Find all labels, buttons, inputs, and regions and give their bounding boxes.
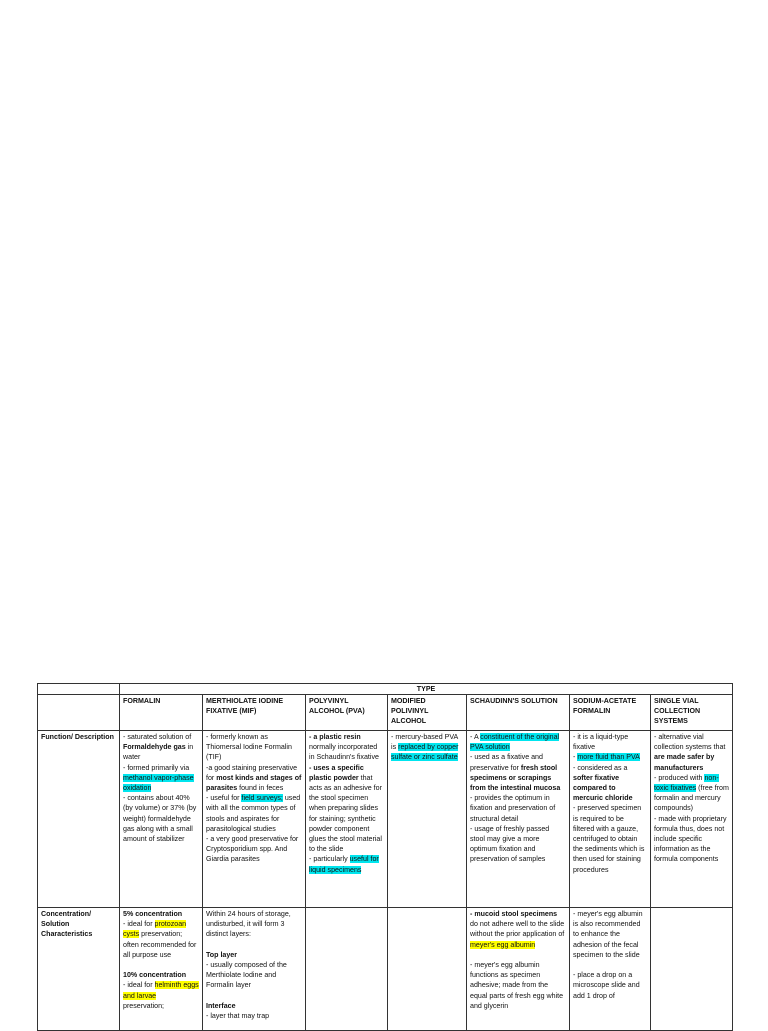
table-cell <box>388 908 467 1031</box>
table-cell <box>306 731 388 908</box>
cell-text: - uses a specific plastic powder <box>309 763 364 782</box>
row-header: Concentration/ Solution Characteristics <box>38 908 120 1031</box>
cell-paragraph <box>573 752 647 762</box>
cell-text: - a very good preservative for Cryptosporidium spp. And Giardia parasites <box>206 835 299 864</box>
table-cell <box>388 731 467 908</box>
cell-paragraph <box>206 991 302 1001</box>
cell-paragraph <box>309 732 384 763</box>
cell-text: - meyer's egg albumin is also recommended to enhance the adhesion of the fecal specimen to the slide <box>573 910 643 959</box>
cell-text: Formaldehyde gas <box>123 743 186 752</box>
fixatives-table <box>37 683 733 1031</box>
table-cell <box>651 731 733 908</box>
cell-text: - a plastic resin <box>309 733 361 741</box>
cell-text: - provides the optimum in fixation and preservation of structural detail <box>470 794 556 823</box>
cell-text: preservation; <box>123 1001 165 1010</box>
cell-paragraph <box>123 909 199 919</box>
cell-text: softer fixative compared to mercuric chloride <box>573 773 633 803</box>
cell-text: - usage of freshly passed stool may give a more optimum fixation and preservation of samples <box>470 824 550 864</box>
table-cell <box>203 731 306 908</box>
column-header: SINGLE VIAL COLLECTION SYSTEMS <box>651 695 733 731</box>
cell-text: are made safer by manufacturers <box>654 753 715 772</box>
cell-text: - ideal for <box>123 920 155 929</box>
table-cell <box>306 908 388 1031</box>
cell-paragraph <box>309 854 384 874</box>
cell-paragraph <box>206 909 302 940</box>
table-cell <box>203 908 306 1031</box>
column-header: MERTHIOLATE IODINE FIXATIVE (MIF) <box>203 695 306 731</box>
cell-paragraph <box>123 763 199 794</box>
table-row <box>38 731 733 908</box>
cell-paragraph <box>573 803 647 874</box>
cell-text: - mucoid stool specimens <box>470 910 558 918</box>
cell-text: that acts as an adhesive for the stool specimen when preparing slides for staining; synthetic powder component glues the stool material to the slide <box>309 773 382 854</box>
cell-text: - contains about 40% (by volume) or 37% (by weight) formaldehyde gas along with a small amount of stabilizer <box>123 794 197 844</box>
cell-text: used with all the common types of stools and aspirates for parasitological studies <box>206 794 301 833</box>
highlighted-text: more fluid than PVA <box>577 753 640 762</box>
column-header: POLYVINYL ALCOHOL (PVA) <box>306 695 388 731</box>
cell-text: Interface <box>206 1001 236 1010</box>
table-row <box>38 908 733 1031</box>
cell-text: - particularly <box>309 855 350 864</box>
cell-text: - mercury-based PVA is <box>391 733 458 752</box>
cell-text: - ideal for <box>123 981 155 990</box>
cell-text: - saturated solution of <box>123 733 192 741</box>
highlighted-text: helminth eggs and larvae <box>123 981 199 1000</box>
cell-text: most kinds and stages of parasites <box>206 773 302 793</box>
cell-paragraph <box>470 960 566 1011</box>
type-header-row <box>38 684 733 695</box>
table-cell <box>467 908 570 1031</box>
cell-text: - place a drop on a microscope slide and add 1 drop of <box>573 971 640 1000</box>
cell-paragraph <box>206 834 302 865</box>
cell-paragraph <box>470 752 566 793</box>
cell-text: - A <box>470 733 481 741</box>
cell-text: - formerly known as Thiomersal Iodine Formalin (TIF) <box>206 733 292 762</box>
cell-paragraph <box>206 793 302 834</box>
row-header: Function/ Description <box>38 731 120 908</box>
cell-paragraph <box>123 970 199 980</box>
cell-paragraph <box>654 814 729 865</box>
cell-paragraph <box>573 970 647 1001</box>
highlighted-text: meyer's egg albumin <box>470 940 536 949</box>
cell-text: - formed primarily via <box>123 763 190 772</box>
corner-cell <box>38 684 120 695</box>
cell-text: - usually composed of the Merthiolate Iodine and Formalin layer <box>206 961 287 990</box>
cell-text: normally incorporated in Schaudinn's fixative <box>309 743 379 762</box>
highlighted-text: non-toxic fixatives <box>654 773 719 793</box>
cell-paragraph <box>573 909 647 960</box>
column-header: SCHAUDINN'S SOLUTION <box>467 695 570 731</box>
cell-text: - produced with <box>654 773 705 782</box>
cell-paragraph <box>470 909 566 950</box>
column-header-row <box>38 695 733 731</box>
cell-paragraph <box>123 980 199 1011</box>
highlighted-text: replaced by copper sulfate or zinc sulfate <box>391 743 459 762</box>
highlighted-text: constituent of the original PVA solution <box>470 733 560 752</box>
cell-paragraph <box>123 960 199 970</box>
cell-paragraph <box>123 732 199 763</box>
cell-paragraph <box>573 732 647 752</box>
cell-text: - <box>573 753 578 762</box>
cell-paragraph <box>206 1001 302 1011</box>
cell-text: fresh stool specimens or scrapings from the intestinal mucosa <box>470 763 561 793</box>
cell-text: - it is a liquid-type fixative <box>573 733 629 752</box>
highlighted-text: methanol vapor-phase oxidation <box>123 773 194 793</box>
cell-paragraph <box>206 960 302 991</box>
cell-text: - considered as a <box>573 763 628 772</box>
cell-text: - used as a fixative and preservative for <box>470 753 543 772</box>
cell-text: - alternative vial collection systems that <box>654 733 726 752</box>
cell-text: preservation; often recommended for all purpose use <box>123 930 197 959</box>
cell-text: - preserved specimen is required to be filtered with a gauze, centrifuged to obtain the sediments which is then used for staining procedures <box>573 804 645 874</box>
table-cell <box>120 731 203 908</box>
cell-paragraph <box>470 732 566 752</box>
cell-paragraph <box>654 773 729 814</box>
cell-text: (free from formalin and mercury compounds) <box>654 784 729 813</box>
cell-text: Within 24 hours of storage, undisturbed, it will form 3 distinct layers: <box>206 910 291 939</box>
cell-paragraph <box>309 763 384 855</box>
cell-text: - meyer's egg albumin functions as specimen adhesive; made from the equal parts of fresh egg white and glycerin <box>470 961 564 1010</box>
cell-paragraph <box>206 763 302 794</box>
cell-text: - layer that may trap <box>206 1012 270 1021</box>
cell-paragraph <box>470 950 566 960</box>
cell-paragraph <box>206 1011 302 1021</box>
cell-text: - made with proprietary formula thus, does not include specific information as the formula components <box>654 814 727 864</box>
cell-text: in water <box>123 743 194 762</box>
cell-paragraph <box>391 732 463 763</box>
column-header: SODIUM-ACETATE FORMALIN <box>570 695 651 731</box>
cell-text: 5% concentration <box>123 910 183 918</box>
corner-cell <box>38 695 120 731</box>
cell-text: Top layer <box>206 950 238 959</box>
cell-text: - useful for <box>206 794 242 803</box>
table-cell <box>467 731 570 908</box>
cell-paragraph <box>470 793 566 824</box>
cell-paragraph <box>206 940 302 950</box>
cell-paragraph <box>573 960 647 970</box>
cell-paragraph <box>470 824 566 865</box>
cell-text: found in feces <box>237 784 284 793</box>
table-cell <box>570 731 651 908</box>
table-cell <box>651 908 733 1031</box>
highlighted-text: field surveys; <box>241 794 283 803</box>
cell-paragraph <box>206 950 302 960</box>
cell-text: do not adhere well to the slide without the prior application of <box>470 920 565 939</box>
cell-paragraph <box>123 793 199 844</box>
cell-paragraph <box>123 919 199 960</box>
type-header: TYPE <box>120 684 733 695</box>
column-header: FORMALIN <box>120 695 203 731</box>
cell-text: -a good staining preservative for <box>206 763 298 782</box>
cell-text: 10% concentration <box>123 971 187 980</box>
highlighted-text: useful for liquid specimens <box>309 855 379 874</box>
cell-paragraph <box>206 732 302 763</box>
cell-paragraph <box>573 763 647 804</box>
table-cell <box>570 908 651 1031</box>
cell-paragraph <box>654 732 729 773</box>
table-cell <box>120 908 203 1031</box>
highlighted-text: protozoan cysts <box>123 920 187 939</box>
column-header: MODIFIED POLIVINYL ALCOHOL <box>388 695 467 731</box>
